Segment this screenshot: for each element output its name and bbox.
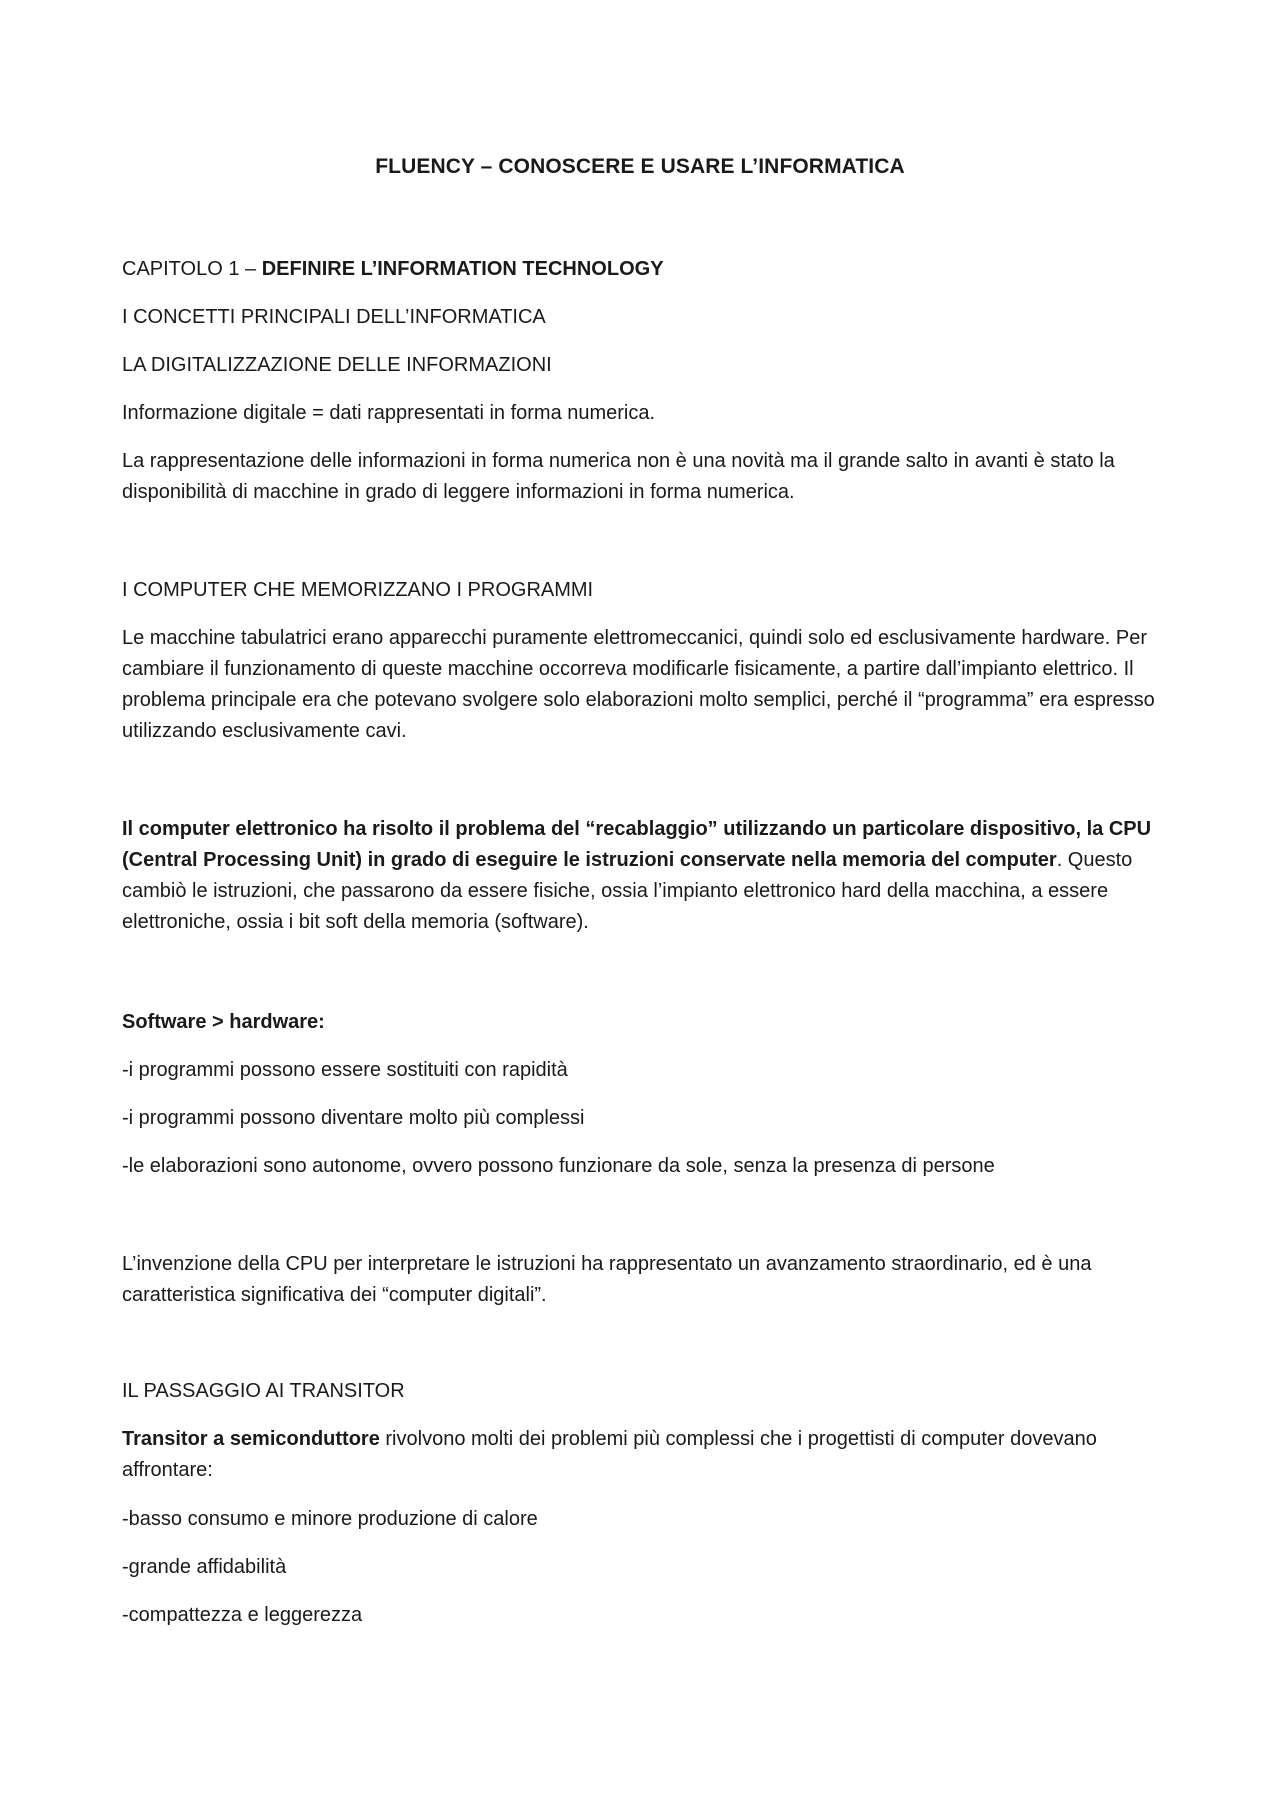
invenzione-paragraph: L’invenzione della CPU per interpretare le istruzioni ha rappresentato un avanzamento straordinario, ed è una caratteristica significativa dei “computer digitali”. bbox=[122, 1253, 1092, 1306]
list-item: -i programmi possono diventare molto più complessi bbox=[122, 1107, 585, 1129]
transitor-paragraph bbox=[122, 1424, 1162, 1486]
chapter-prefix: CAPITOLO 1 – bbox=[122, 258, 262, 280]
transitor-paragraph-bold: Transitor a semiconduttore bbox=[122, 1428, 380, 1450]
definition-paragraph: Informazione digitale = dati rappresentati in forma numerica. bbox=[122, 402, 656, 424]
section-heading-transitor: IL PASSAGGIO AI TRANSITOR bbox=[122, 1380, 405, 1402]
transitor-paragraph-rest: rivolvono molti dei problemi più complessi che i progettisti di computer dovevano affrontare: bbox=[122, 1428, 1097, 1481]
cpu-paragraph-rest: . Questo cambiò le istruzioni, che passarono da essere fisiche, ossia l’impianto elettronico hard della macchina, a essere elettroniche, ossia i bit soft della memoria (software). bbox=[122, 849, 1133, 933]
software-heading: Software > hardware: bbox=[122, 1011, 325, 1033]
list-item: -basso consumo e minore produzione di calore bbox=[122, 1508, 538, 1530]
section-heading-digitalizzazione: LA DIGITALIZZAZIONE DELLE INFORMAZIONI bbox=[122, 354, 552, 376]
list-item: -le elaborazioni sono autonome, ovvero possono funzionare da sole, senza la presenza di persone bbox=[122, 1155, 995, 1177]
section-heading-computer: I COMPUTER CHE MEMORIZZANO I PROGRAMMI bbox=[122, 579, 594, 601]
chapter-name: DEFINIRE L’INFORMATION TECHNOLOGY bbox=[261, 258, 664, 280]
chapter-heading bbox=[122, 254, 1162, 285]
rappresentazione-paragraph: La rappresentazione delle informazioni in forma numerica non è una novità ma il grande salto in avanti è stato la disponibilità di macchine in grado di leggere informazioni in forma numerica. bbox=[122, 450, 1115, 503]
tabulatrici-paragraph: Le macchine tabulatrici erano apparecchi puramente elettromeccanici, quindi solo ed esclusivamente hardware. Per cambiare il funzionamento di queste macchine occorreva modificarle fisicamente, a partire dall’impianto elettrico. Il problema principale era che potevano svolgere solo elaborazioni molto semplici, perché il “programma” era espresso utilizzando esclusivamente cavi. bbox=[122, 627, 1155, 742]
cpu-paragraph-bold: Il computer elettronico ha risolto il problema del “recablaggio” utilizzando un particolare dispositivo, la CPU (Central Processing Unit) in grado di eseguire le istruzioni conservate nella memoria del computer bbox=[122, 818, 1152, 871]
list-item: -i programmi possono essere sostituiti con rapidità bbox=[122, 1059, 568, 1081]
cpu-paragraph bbox=[122, 814, 1162, 938]
document-title: FLUENCY – CONOSCERE E USARE L’INFORMATICA bbox=[375, 155, 905, 178]
list-item: -grande affidabilità bbox=[122, 1556, 287, 1578]
section-heading-concetti: I CONCETTI PRINCIPALI DELL’INFORMATICA bbox=[122, 306, 546, 328]
list-item: -compattezza e leggerezza bbox=[122, 1604, 363, 1626]
